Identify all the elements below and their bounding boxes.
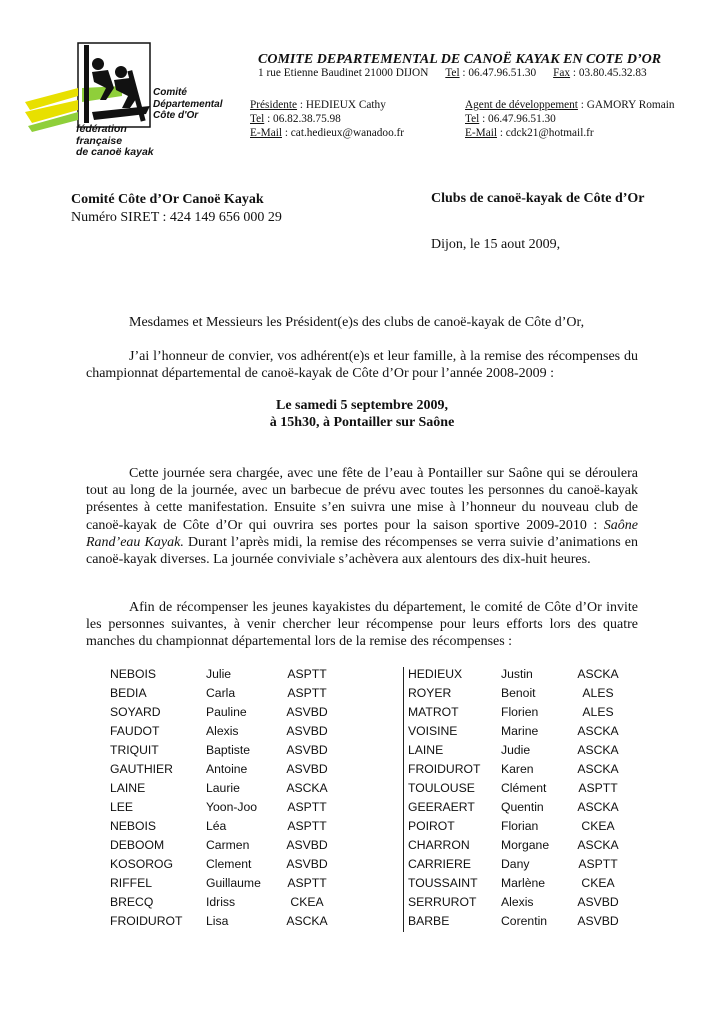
first-name: Idriss [206, 895, 236, 909]
event-description-text: Cette journée sera chargée, avec une fête de l’eau à Pontailler sur Saône qui se déroulera tout au long de la journée, avec un barbecue de prévu avec toutes les personnes du canoë-kayak présentes à cette manifestation. Ensuite s’en suivra une mise à l’honneur du nouveau club de canoë-kayak de Côte d’Or qui ouvrira ses portes pour la saison sportive 2009-2010 : [86, 466, 638, 533]
surname: KOSOROG [110, 857, 173, 871]
logo-committee-text [153, 87, 222, 122]
agent-name: : GAMORY Romain [577, 99, 675, 111]
club: ASVBD [286, 705, 328, 719]
new-club-name: Saône Rand’eau Kayak. [86, 517, 638, 550]
surname: HEDIEUX [408, 667, 463, 681]
surname: BEDIA [110, 686, 147, 700]
first-name: Carla [206, 686, 236, 700]
logo-line: Côte d'Or [153, 110, 199, 121]
sender-name: Comité Côte d’Or Canoë Kayak [71, 192, 264, 207]
club: ASVBD [577, 914, 619, 928]
club: ASVBD [577, 895, 619, 909]
salutation: Mesdames et Messieurs les Président(e)s des clubs de canoë-kayak de Côte d’Or, [129, 315, 585, 330]
first-name: Corentin [501, 914, 548, 928]
surname: TRIQUIT [110, 743, 159, 757]
club: ASCKA [577, 724, 619, 738]
first-name: Guillaume [206, 876, 261, 890]
surname: FAUDOT [110, 724, 160, 738]
first-name: Florian [501, 819, 539, 833]
logo-federation-text [76, 124, 154, 159]
first-name: Alexis [501, 895, 534, 909]
president-contact [250, 98, 404, 140]
club: CKEA [581, 819, 615, 833]
club: ASCKA [577, 667, 619, 681]
first-name: Baptiste [206, 743, 251, 757]
agent-tel: : 06.47.96.51.30 [479, 113, 556, 125]
club: CKEA [581, 876, 615, 890]
sender-siret: Numéro SIRET : 424 149 656 000 29 [71, 210, 282, 225]
club: ASCKA [286, 914, 328, 928]
club: ASPTT [287, 800, 327, 814]
surname: VOISINE [408, 724, 458, 738]
first-name: Benoit [501, 686, 536, 700]
first-name: Alexis [206, 724, 239, 738]
first-name: Marlène [501, 876, 546, 890]
surname: ROYER [408, 686, 452, 700]
surname: RIFFEL [110, 876, 152, 890]
club: ASPTT [287, 686, 327, 700]
agent-email: : cdck21@hotmail.fr [497, 127, 594, 139]
organization-title: COMITE DEPARTEMENTAL DE CANOË KAYAK EN COTE D’OR [258, 52, 662, 67]
agent-tel-label: Tel [465, 113, 480, 125]
right-award-list [408, 665, 648, 935]
agent-email-label: E-Mail [465, 127, 497, 139]
letter-date: Dijon, le 15 aout 2009, [431, 237, 561, 252]
club: ASVBD [286, 743, 328, 757]
surname: CHARRON [408, 838, 470, 852]
first-name: Clement [206, 857, 252, 871]
organization-address [258, 67, 647, 79]
first-name: Yoon-Joo [206, 800, 258, 814]
logo-line: Comité [153, 87, 187, 98]
surname: SERRUROT [408, 895, 477, 909]
agent-contact [465, 98, 675, 140]
logo-line: Départemental [153, 98, 223, 110]
club: ASCKA [577, 838, 619, 852]
first-name: Florien [501, 705, 539, 719]
first-name: Laurie [206, 781, 240, 795]
address-text: 1 rue Etienne Baudinet 21000 DIJON [258, 67, 429, 79]
surname: TOULOUSE [408, 781, 475, 795]
event-place: à 15h30, à Pontailler sur Saône [269, 415, 455, 430]
event-date: Le samedi 5 septembre 2009, [276, 398, 448, 413]
first-name: Judie [501, 743, 531, 757]
club: ALES [582, 705, 614, 719]
surname: BARBE [408, 914, 450, 928]
club: ASPTT [578, 781, 618, 795]
intro-paragraph: J’ai l’honneur de convier, vos adhérent(e)s et leur famille, à la remise des récompenses du championnat départemental de canoë-kayak de Côte d’Or pour l’année 2008-2009 : [86, 349, 638, 382]
first-name: Léa [206, 819, 227, 833]
surname: LAINE [110, 781, 146, 795]
club: ASCKA [577, 800, 619, 814]
surname: BRECQ [110, 895, 154, 909]
club: ASCKA [286, 781, 328, 795]
first-name: Pauline [206, 705, 247, 719]
first-name: Morgane [501, 838, 550, 852]
fax-label: Fax [553, 67, 571, 79]
club: ASPTT [287, 876, 327, 890]
event-description-text: Durant l’après midi, la remise des récompenses se verra suivie d’animations en canoë-kayak diverses. La journée conviviale s’achèvera aux alentours des dix-huit heures. [86, 534, 639, 568]
surname: LAINE [408, 743, 444, 757]
surname: GEERAERT [408, 800, 475, 814]
logo-line: de canoë kayak [76, 146, 154, 158]
tel-value: : 06.47.96.51.30 [459, 67, 537, 79]
surname: DEBOOM [110, 838, 165, 852]
logo-line: fédération [76, 123, 127, 135]
club: ALES [582, 686, 614, 700]
surname: FROIDUROT [408, 762, 481, 776]
club: ASVBD [286, 857, 328, 871]
surname: LEE [110, 800, 134, 814]
sender-block [71, 191, 282, 227]
surname: MATROT [408, 705, 459, 719]
surname: FROIDUROT [110, 914, 183, 928]
fax-value: : 03.80.45.32.83 [570, 67, 647, 79]
recipient: Clubs de canoë-kayak de Côte d’Or [431, 191, 645, 206]
first-name: Julie [206, 667, 232, 681]
first-name: Karen [501, 762, 534, 776]
tel-label: Tel [445, 67, 460, 79]
event-description [86, 465, 638, 568]
first-name: Carmen [206, 838, 250, 852]
award-invitation: Afin de récompenser les jeunes kayakistes du département, le comité de Côte d’Or invite les personnes suivantes, à venir chercher leur récompense pour leurs efforts lors des quatre manches du championnat départemental lors de la remise des récompenses : [86, 600, 638, 650]
club: ASVBD [286, 724, 328, 738]
first-name: Justin [501, 667, 533, 681]
club: CKEA [290, 895, 324, 909]
surname: TOUSSAINT [408, 876, 478, 890]
agent-label: Agent de développement [465, 99, 578, 111]
club: ASPTT [287, 819, 327, 833]
left-award-list [110, 665, 400, 935]
surname: POIROT [408, 819, 455, 833]
first-name: Marine [501, 724, 539, 738]
president-tel: : 06.82.38.75.98 [264, 113, 341, 125]
president-name: : HEDIEUX Cathy [297, 99, 386, 111]
logo-line: française [76, 134, 123, 147]
first-name: Dany [501, 857, 530, 871]
club: ASPTT [578, 857, 618, 871]
president-tel-label: Tel [250, 113, 265, 125]
list-divider [403, 667, 404, 932]
surname: NEBOIS [110, 819, 157, 833]
first-name: Antoine [206, 762, 248, 776]
surname: CARRIERE [408, 857, 471, 871]
first-name: Quentin [501, 800, 544, 814]
club: ASPTT [287, 667, 327, 681]
club: ASVBD [286, 762, 328, 776]
surname: GAUTHIER [110, 762, 173, 776]
club: ASCKA [577, 762, 619, 776]
first-name: Lisa [206, 914, 229, 928]
president-label: Présidente [250, 99, 298, 111]
surname: NEBOIS [110, 667, 157, 681]
first-name: Clément [501, 781, 547, 795]
president-email-label: E-Mail [250, 127, 282, 139]
club: ASCKA [577, 743, 619, 757]
club: ASVBD [286, 838, 328, 852]
surname: SOYARD [110, 705, 161, 719]
president-email: : cat.hedieux@wanadoo.fr [282, 127, 405, 139]
